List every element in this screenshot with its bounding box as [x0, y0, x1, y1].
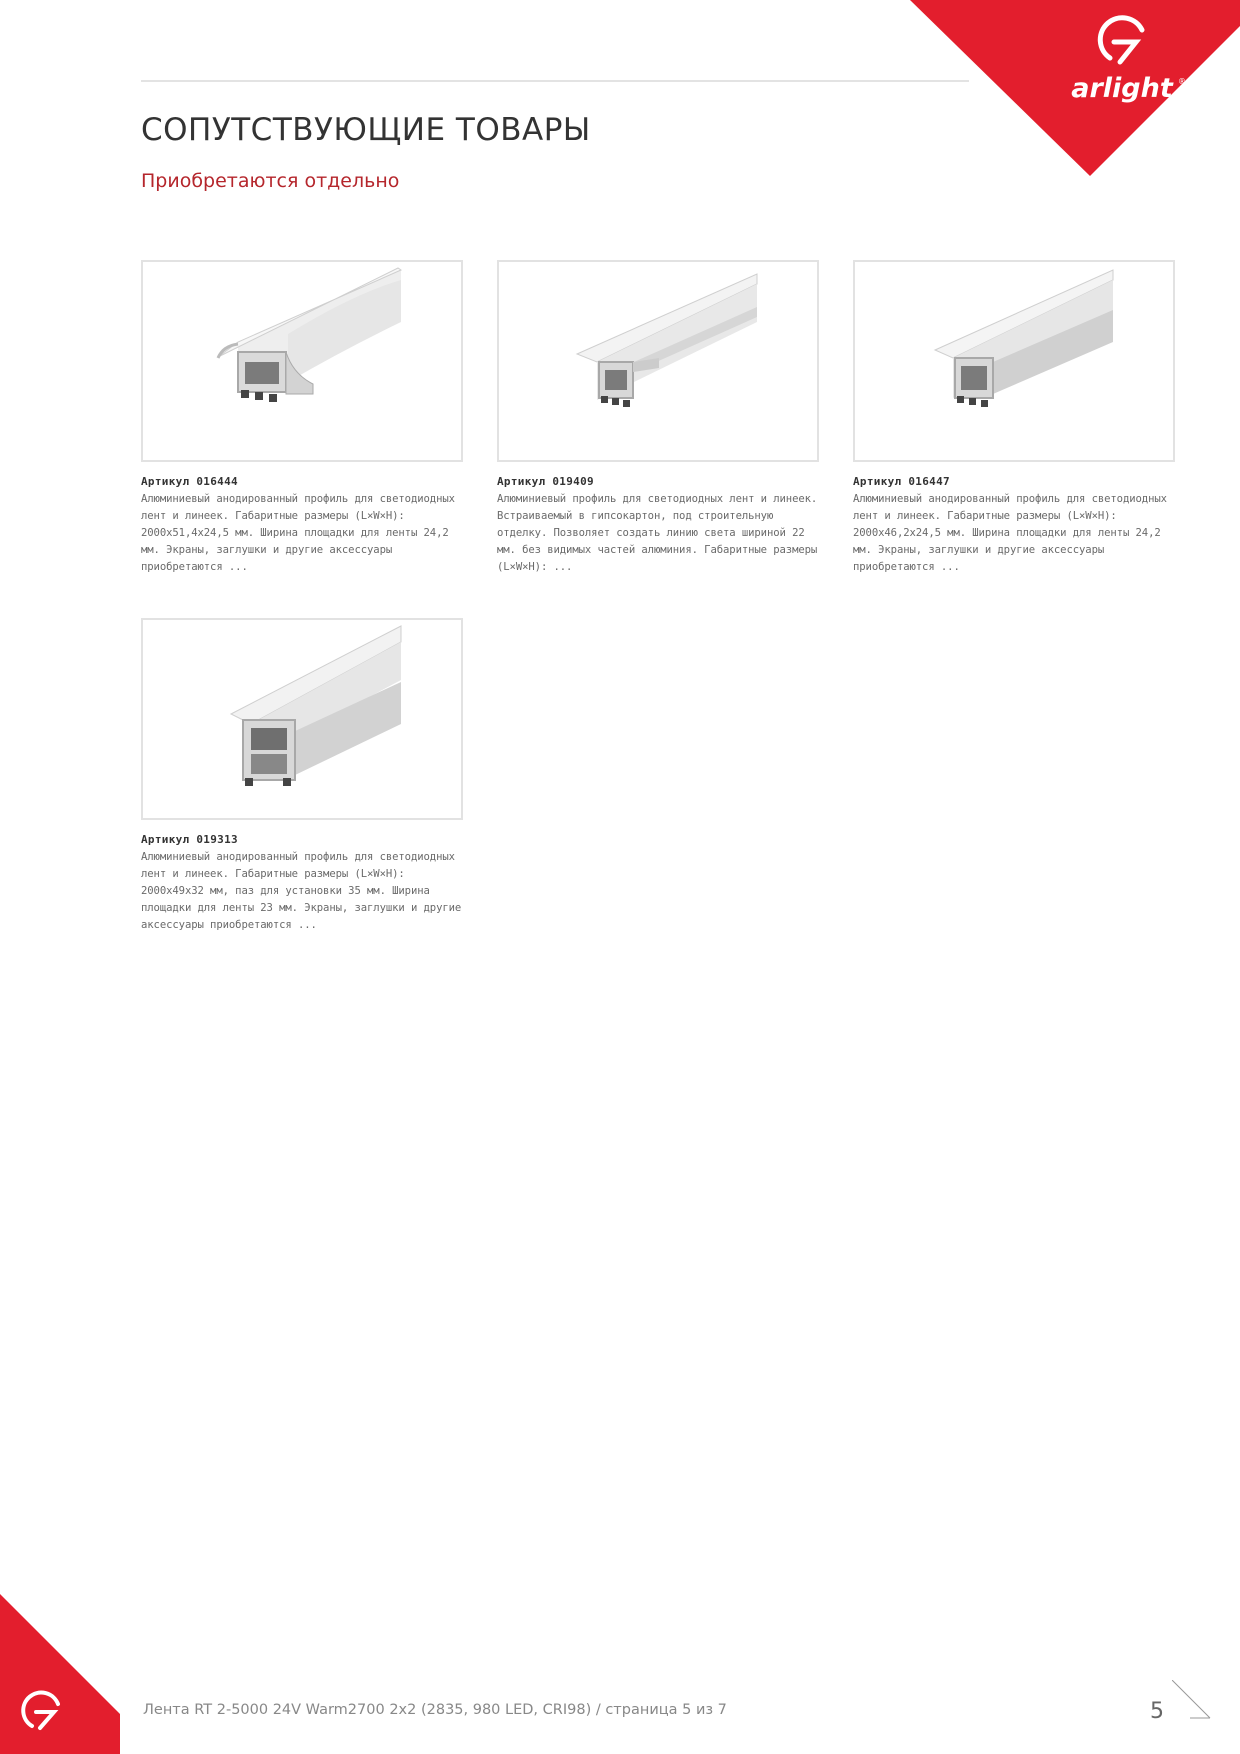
brand-corner-mark: [0, 1594, 120, 1754]
page-corner-decoration: [1172, 1680, 1212, 1720]
product-image[interactable]: [853, 260, 1175, 462]
page-number: 5: [1150, 1699, 1164, 1724]
product-card[interactable]: [497, 260, 819, 576]
product-card[interactable]: [853, 260, 1175, 576]
product-image[interactable]: [141, 260, 463, 462]
svg-text:arlight: arlight: [1071, 73, 1173, 104]
product-sku: Артикул 019313: [141, 833, 238, 846]
svg-text:®: ®: [1178, 77, 1186, 86]
product-card[interactable]: [141, 260, 463, 576]
product-description: Алюминиевый анодированный профиль для светодиодных лент и линеек. Габаритные размеры (L×W×H): 2000x46,2x24,5 мм. Ширина площадки для ленты 24,2 мм. Экраны, заглушки и другие аксессуары приобретаются ...: [853, 493, 1167, 573]
page-title: СОПУТСТВУЮЩИЕ ТОВАРЫ: [141, 112, 591, 148]
product-card[interactable]: [141, 618, 463, 934]
product-sku: Артикул 016444: [141, 475, 238, 488]
brand-corner-logo: [910, 0, 1240, 176]
product-image[interactable]: [497, 260, 819, 462]
product-sku: Артикул 016447: [853, 475, 950, 488]
product-sku: Артикул 019409: [497, 475, 594, 488]
header-divider: [141, 80, 969, 82]
product-description: Алюминиевый анодированный профиль для светодиодных лент и линеек. Габаритные размеры (L×W×H): 2000x51,4x24,5 мм. Ширина площадки для ленты 24,2 мм. Экраны, заглушки и другие аксессуары приобретаются ...: [141, 493, 455, 573]
product-image[interactable]: [141, 618, 463, 820]
page-subtitle: Приобретаются отдельно: [141, 170, 400, 192]
product-description: Алюминиевый анодированный профиль для светодиодных лент и линеек. Габаритные размеры (L×W×H): 2000x49x32 мм, паз для установки 35 мм. Ширина площадки для ленты 23 мм. Экраны, заглушки и другие аксессуары приобретаются ...: [141, 851, 462, 931]
footer-document-title: Лента RT 2-5000 24V Warm2700 2x2 (2835, 980 LED, CRI98) / страница 5 из 7: [143, 1702, 727, 1718]
product-description: Алюминиевый профиль для светодиодных лент и линеек. Встраиваемый в гипсокартон, под строительную отделку. Позволяет создать линию света шириной 22 мм. без видимых частей алюминия. Габаритные размеры (L×W×H): ...: [497, 493, 818, 573]
